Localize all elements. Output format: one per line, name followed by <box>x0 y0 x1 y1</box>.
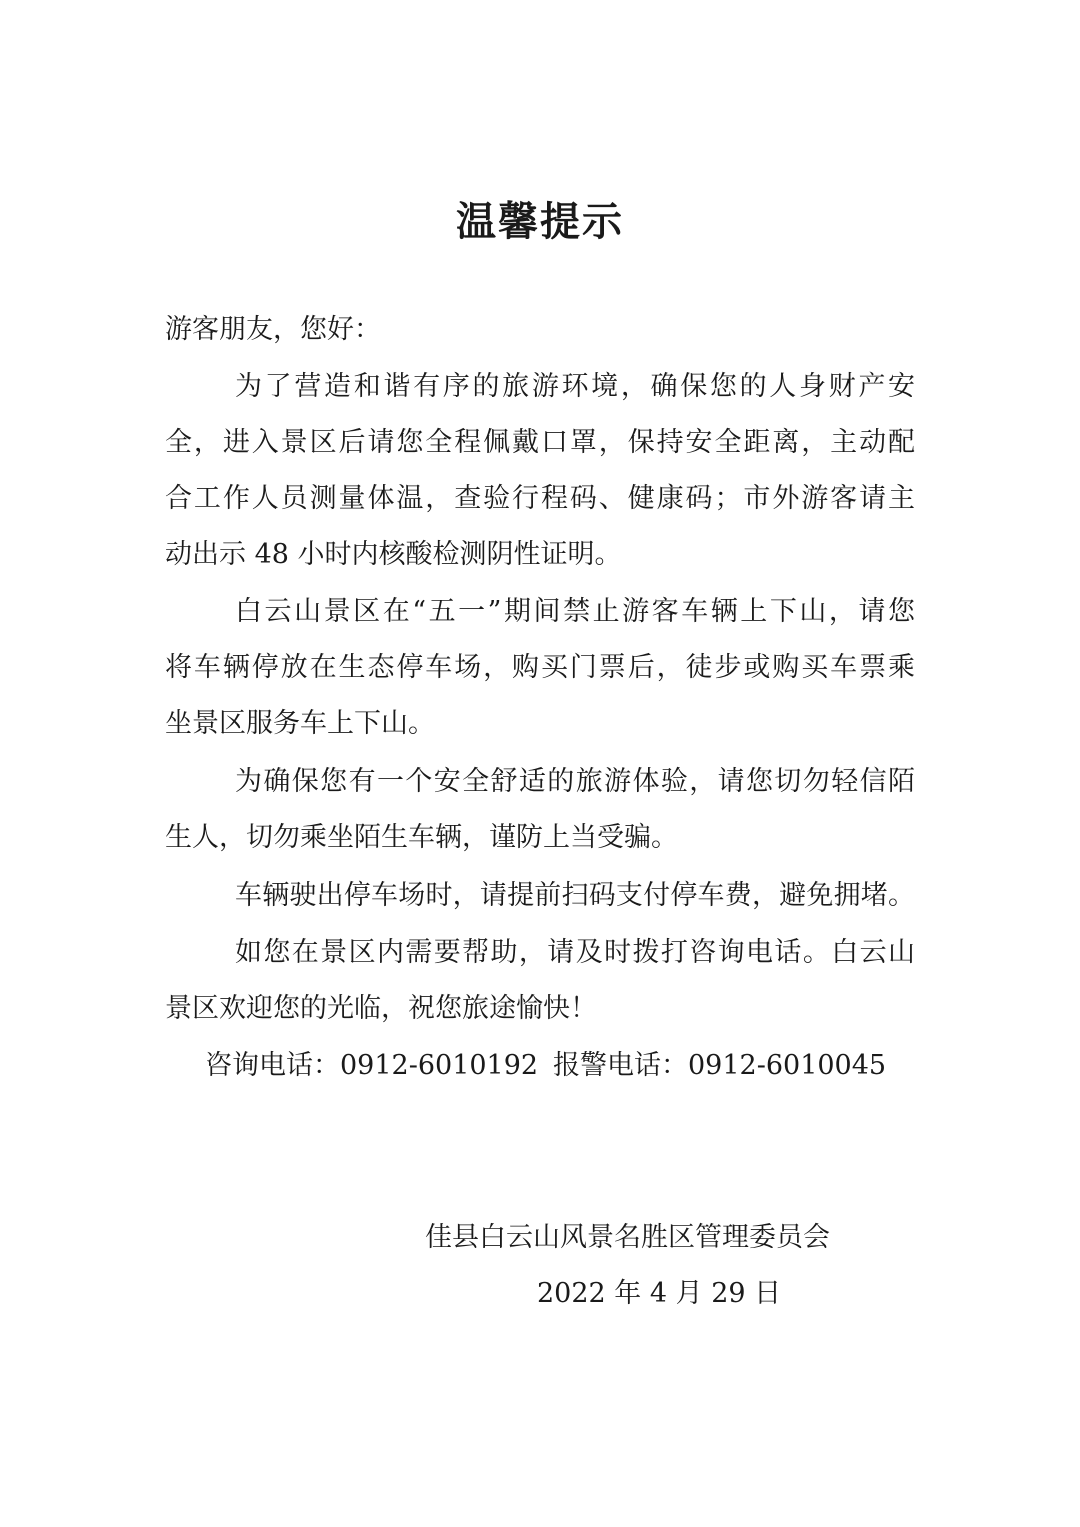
police-phone: 报警电话：0912-6010045 <box>553 1050 887 1081</box>
paragraph-line: 如您在景区内需要帮助，请及时拨打咨询电话。白云山 <box>235 937 915 968</box>
paragraph-line: 坐景区服务车上下山。 <box>165 708 435 739</box>
signature-org: 佳县白云山风景名胜区管理委员会 <box>425 1222 830 1253</box>
paragraph-line: 为确保您有一个安全舒适的旅游体验，请您切勿轻信陌 <box>235 766 915 797</box>
paragraph-line: 景区欢迎您的光临，祝您旅途愉快！ <box>165 993 597 1024</box>
signature-date: 2022 年 4 月 29 日 <box>537 1278 782 1309</box>
paragraph-line: 将车辆停放在生态停车场，购买门票后，徒步或购买车票乘 <box>165 652 915 683</box>
greeting: 游客朋友，您好： <box>165 314 381 345</box>
paragraph-line: 白云山景区在“五一”期间禁止游客车辆上下山，请您 <box>235 596 915 627</box>
paragraph-line: 为了营造和谐有序的旅游环境，确保您的人身财产安 <box>235 371 915 402</box>
page-title: 温馨提示 <box>456 198 624 245</box>
paragraph-line: 生人，切勿乘坐陌生车辆，谨防上当受骗。 <box>165 822 678 853</box>
paragraph-line: 动出示 48 小时内核酸检测阴性证明。 <box>165 539 622 570</box>
paragraph-line: 全，进入景区后请您全程佩戴口罩，保持安全距离，主动配 <box>165 427 915 458</box>
paragraph-line: 合工作人员测量体温，查验行程码、健康码；市外游客请主 <box>165 483 915 514</box>
consult-phone: 咨询电话：0912-6010192 <box>205 1050 539 1081</box>
paragraph-line: 车辆驶出停车场时，请提前扫码支付停车费，避免拥堵。 <box>235 880 915 911</box>
